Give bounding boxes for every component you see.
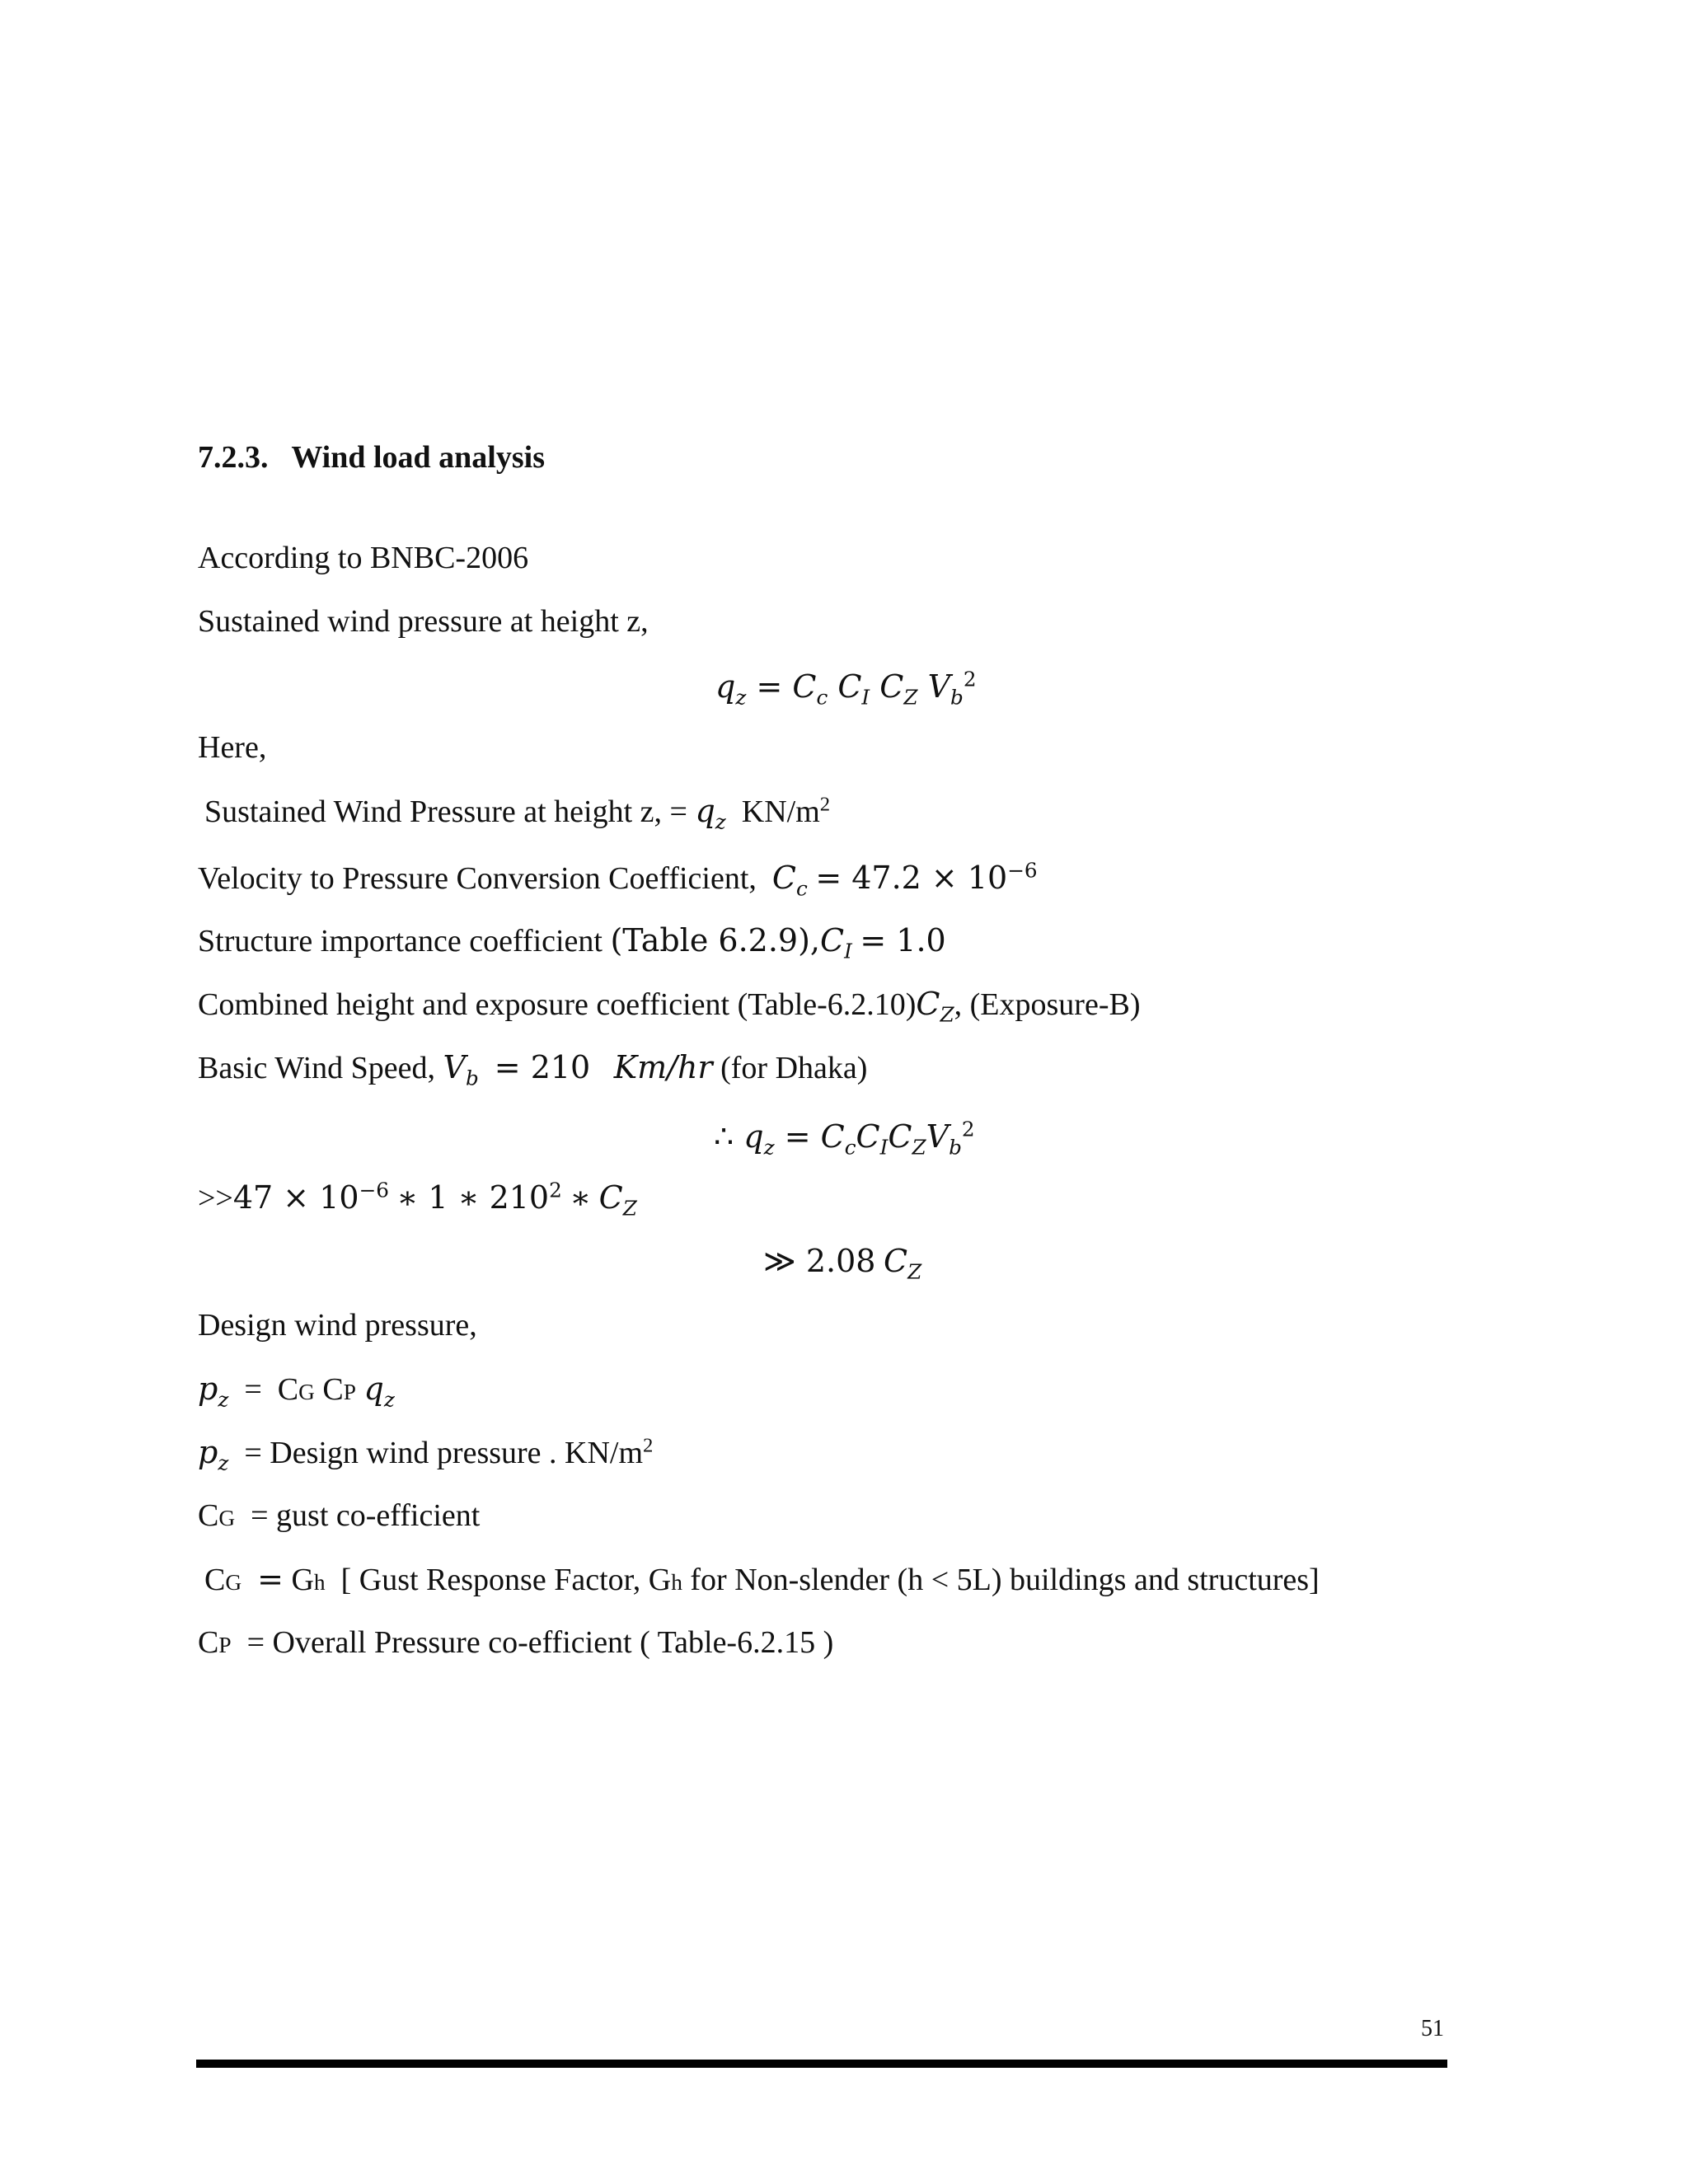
pz-formula-line: $p_z$ = CG CP $q_z$ [198,1371,395,1412]
calc-expr: 47 × 10 [232,1179,359,1216]
basic-unit: Km/hr [613,1049,713,1085]
section-title: Wind load analysis [291,440,545,475]
page-number: 51 [1421,2016,1444,2041]
section-number: 7.2.3. [198,440,269,475]
sustained-unit: KN/m [741,794,820,829]
basic-value: = 210 [494,1049,591,1085]
pz-def-line: $p_z$ = Design wind pressure . $KN/m^2$ [198,1434,654,1475]
cg-gh-eq: = [257,1561,284,1597]
calc-rest: ∗ 1 ∗ 210 [396,1179,550,1216]
cp-def-line: CP = Overall Pressure co-efficient ( Table-6.2.15 ) [198,1625,834,1660]
basic-label: Basic Wind Speed, [198,1051,436,1085]
calc-result: ≫ 2.08 $C_Z$ [763,1243,922,1284]
cg-gh-line: CG = Gh [ Gust Response Factor, Gh for Non-slender (h < 5L) buildings and structures] [204,1561,1320,1597]
basic-suffix: (for Dhaka) [720,1051,868,1085]
according-line: According to BNBC-2006 [198,541,529,575]
structure-table: (Table 6.2.9), [610,922,820,958]
structure-value: = 1.0 [860,922,946,958]
basic-wind-line: Basic Wind Speed, $V_b = 210$ Km/hr (for Dhaka) [198,1049,868,1090]
velocity-exp: −6 [1007,858,1038,883]
combined-suffix: , (Exposure-B) [954,987,1141,1022]
structure-line: Structure importance coefficient (Table $6.2.9),C_I = 1.0$ [198,922,946,963]
sustained-intro-line: Sustained wind pressure at height z, [198,604,649,639]
cg-gh-desc: [ Gust Response Factor, [340,1563,641,1597]
therefore-symbol: ∴ [714,1118,734,1155]
calc-sq: 2 [549,1178,562,1202]
footer-rule [196,2060,1447,2068]
result-prefix: ≫ 2.08 [763,1243,876,1279]
calc-tail: ∗ [570,1179,592,1216]
calc-line: $>>47 \times 10^{-6}$ ∗ 1 ∗ $210^2$ ∗ $C_Z$ [198,1178,637,1221]
sustained-def-line: Sustained Wind Pressure at height z, = $q_z$ $KN/m^2$ [204,793,831,834]
calc-exp: −6 [359,1178,389,1202]
cp-def: = Overall Pressure co-efficient ( Table-6.2.15 ) [246,1625,834,1660]
design-label-line: Design wind pressure, [198,1308,477,1343]
cg-def: = gust co-efficient [251,1498,481,1533]
sustained-def-text: Sustained Wind Pressure at height z, = [204,794,687,829]
section-heading [198,438,545,476]
calc-prefix: >> [198,1181,233,1216]
structure-label: Structure importance coefficient [198,924,603,958]
pz-def: = Design wind pressure . KN/m [244,1436,644,1470]
combined-line: Combined height and exposure coefficient $(Table-6.2.10)C_Z$, (Exposure-B) [198,986,1141,1027]
velocity-line: Velocity to Pressure Conversion Coefficient, $C_c = 47.2 \times 10^{-6}$ [198,858,1038,901]
formula-therefore: ∴ $q_z = C_cC_IC_ZV_b^2$ [714,1117,975,1160]
velocity-label: Velocity to Pressure Conversion Coefficient, [198,861,757,896]
combined-label: Combined height and exposure coefficient (Table-6.2.10) [198,987,917,1022]
cg-def-line: CG = gust co-efficient [198,1498,481,1533]
cg-gh-desc2: for Non-slender (h < 5L) buildings and structures] [690,1563,1320,1597]
formula-qz: $q_z = C_c$ $C_I$ $C_Z$ $V_b^2$ [715,667,977,710]
velocity-value: = 47.2 × 10 [815,860,1008,896]
here-line: Here, [198,730,267,765]
pz-eq: = [244,1372,262,1407]
